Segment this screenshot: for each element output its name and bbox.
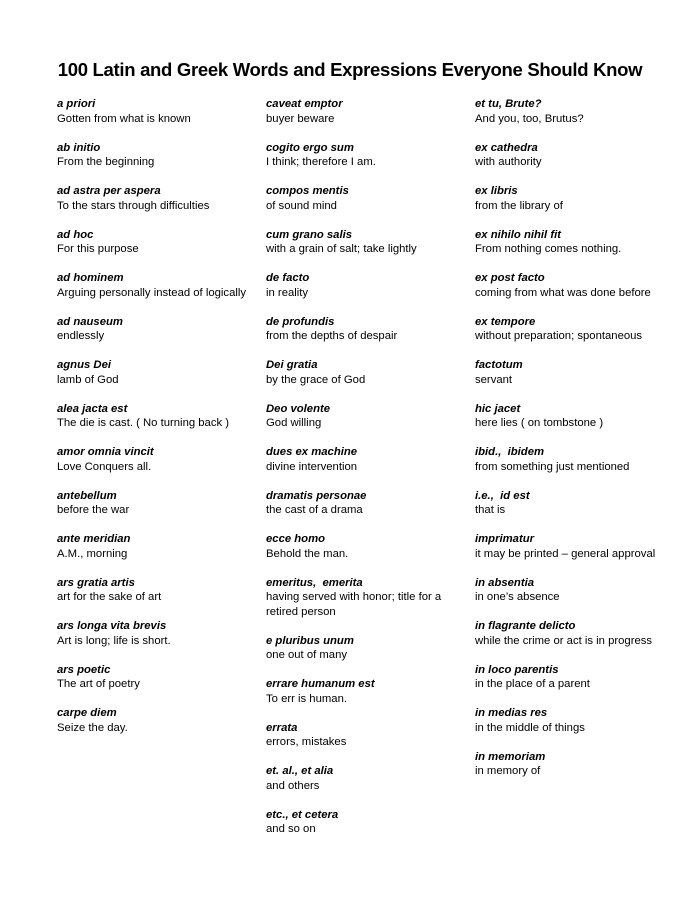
entry-term: errata (266, 721, 298, 734)
entry-term: errare humanum est (266, 678, 375, 690)
entry-meaning: errors, mistakes (266, 736, 347, 748)
glossary-entry (266, 677, 466, 706)
glossary-entry (266, 576, 466, 620)
entry-term: ars gratia artis (57, 576, 135, 589)
entry-term: ex libris (475, 185, 518, 197)
entry-meaning: with authority (475, 156, 542, 168)
glossary-entry (475, 750, 685, 779)
glossary-entry (475, 576, 685, 605)
entry-meaning: buyer beware (266, 112, 335, 125)
entry-meaning: Gotten from what is known (57, 112, 191, 125)
glossary-entry (475, 315, 685, 344)
entry-term: agnus Dei (57, 359, 111, 371)
glossary-entry (266, 97, 466, 126)
entry-term: ante meridian (57, 533, 131, 545)
entry-meaning: and so on (266, 823, 316, 835)
entry-term: cogito ergo sum (266, 141, 354, 154)
glossary-entry (475, 402, 685, 431)
entry-meaning: The die is cast. ( No turning back ) (57, 417, 230, 429)
entry-meaning: having served with honor; title for a retired person (266, 591, 442, 618)
entry-term: ex nihilo nihil fit (475, 228, 561, 241)
entry-meaning: divine intervention (266, 460, 358, 473)
page-title: 100 Latin and Greek Words and Expressions Everyone Should Know (57, 59, 643, 80)
entry-meaning: while the crime or act is in progress (475, 634, 653, 647)
entry-term: de profundis (266, 315, 335, 328)
entry-meaning: Art is long; life is short. (57, 634, 171, 647)
glossary-entry (475, 358, 685, 387)
glossary-entry (57, 184, 257, 213)
entry-meaning: From nothing comes nothing. (475, 243, 622, 255)
entry-term: de facto (266, 272, 310, 284)
glossary-entry (57, 576, 257, 605)
entry-meaning: To the stars through difficulties (57, 199, 210, 212)
entry-term: alea jacta est (57, 402, 128, 415)
entry-term: et tu, Brute? (475, 98, 542, 110)
entry-term: ad astra per aspera (57, 185, 161, 197)
entry-term: compos mentis (266, 185, 349, 197)
entry-meaning: that is (475, 504, 506, 516)
glossary-entry (266, 402, 466, 431)
entry-meaning: From the beginning (57, 156, 155, 168)
entry-meaning: in the middle of things (475, 721, 585, 734)
entry-term: ex post facto (475, 272, 545, 284)
glossary-entry (57, 532, 257, 561)
glossary-entry (475, 271, 685, 300)
glossary-entry (266, 184, 466, 213)
entry-term: in memoriam (475, 750, 546, 763)
entry-term: amor omnia vincit (57, 446, 154, 458)
entry-term: Dei gratia (266, 359, 318, 371)
entry-meaning: To err is human. (266, 692, 347, 705)
glossary-entry (475, 532, 685, 561)
entry-term: etc., et cetera (266, 808, 339, 821)
glossary-entry (266, 532, 466, 561)
entry-term: in absentia (475, 576, 535, 589)
entry-meaning: God willing (266, 417, 322, 429)
glossary-entry (266, 141, 466, 170)
glossary-entry (57, 402, 257, 431)
entry-meaning: with a grain of salt; take lightly (266, 243, 417, 255)
entry-meaning: Arguing personally instead of logically (57, 286, 247, 299)
entry-term: ex tempore (475, 315, 536, 328)
entry-term: a priori (57, 98, 96, 110)
entry-term: carpe diem (57, 707, 117, 719)
entry-term: et. al., et alia (266, 765, 334, 777)
entry-meaning: lamb of God (57, 373, 119, 386)
glossary-entry (57, 315, 257, 344)
glossary-entry (266, 445, 466, 474)
glossary-entry (57, 228, 257, 257)
entry-meaning: before the war (57, 504, 130, 516)
entry-meaning: of sound mind (266, 199, 337, 212)
entry-meaning: art for the sake of art (57, 591, 162, 603)
glossary-entry (266, 489, 466, 518)
glossary-entry (475, 141, 685, 170)
glossary-entry (57, 141, 257, 170)
column-1 (57, 97, 257, 750)
glossary-entry (475, 184, 685, 213)
entry-term: ad hominem (57, 272, 124, 284)
glossary-entry (57, 97, 257, 126)
glossary-entry (475, 445, 685, 474)
entry-term: emeritus, emerita (266, 576, 363, 589)
glossary-entry (266, 808, 466, 837)
glossary-entry (475, 228, 685, 257)
glossary-entry (57, 663, 257, 692)
entry-meaning: here lies ( on tombstone ) (475, 417, 604, 429)
entry-term: in loco parentis (475, 663, 559, 676)
entry-term: ars longa vita brevis (57, 620, 167, 632)
glossary-entry (475, 706, 685, 735)
glossary-entry (266, 721, 466, 750)
glossary-entry (475, 619, 685, 648)
entry-term: ad nauseum (57, 315, 123, 328)
entry-term: e pluribus unum (266, 634, 354, 647)
entry-meaning: from something just mentioned (475, 460, 630, 473)
entry-term: ab initio (57, 141, 101, 154)
entry-term: caveat emptor (266, 98, 343, 110)
entry-meaning: Love Conquers all. (57, 460, 152, 473)
entry-term: ibid., ibidem (475, 446, 545, 458)
glossary-entry (57, 271, 257, 300)
glossary-entry (266, 228, 466, 257)
entry-term: ecce homo (266, 533, 326, 545)
entry-term: dues ex machine (266, 446, 358, 458)
glossary-entry (266, 634, 466, 663)
glossary-entry (266, 315, 466, 344)
entry-term: antebellum (57, 489, 117, 502)
entry-meaning: A.M., morning (57, 547, 128, 560)
glossary-entry (266, 271, 466, 300)
entry-term: hic jacet (475, 402, 521, 415)
entry-meaning: in the place of a parent (475, 678, 590, 690)
entry-meaning: the cast of a drama (266, 504, 363, 516)
entry-term: ad hoc (57, 228, 94, 241)
entry-meaning: For this purpose (57, 243, 139, 255)
entry-meaning: without preparation; spontaneous (475, 330, 643, 342)
entry-meaning: The art of poetry (57, 678, 140, 690)
glossary-entry (57, 489, 257, 518)
entry-term: imprimatur (475, 533, 535, 545)
entry-meaning: and others (266, 779, 320, 792)
entry-term: in flagrante delicto (475, 620, 576, 632)
column-2 (266, 97, 466, 851)
glossary-entry (57, 358, 257, 387)
entry-meaning: Behold the man. (266, 547, 349, 560)
entry-meaning: I think; therefore I am. (266, 156, 376, 168)
entry-meaning: in one’s absence (475, 591, 560, 603)
entry-term: Deo volente (266, 402, 331, 415)
entry-term: i.e., id est (475, 489, 530, 502)
entry-meaning: by the grace of God (266, 373, 366, 386)
entry-meaning: in reality (266, 286, 309, 299)
entry-term: cum grano salis (266, 228, 353, 241)
entry-term: ex cathedra (475, 141, 538, 154)
entry-meaning: Seize the day. (57, 721, 128, 734)
glossary-entry (266, 358, 466, 387)
glossary-entry (266, 764, 466, 793)
entry-meaning: one out of many (266, 649, 348, 661)
entry-meaning: it may be printed – general approval (475, 547, 656, 560)
entry-meaning: endlessly (57, 330, 105, 342)
entry-meaning: from the library of (475, 199, 563, 212)
glossary-entry (57, 706, 257, 735)
entry-term: in medias res (475, 707, 548, 719)
glossary-entry (57, 619, 257, 648)
glossary-entry (57, 445, 257, 474)
entry-term: ars poetic (57, 663, 111, 676)
column-3 (475, 97, 685, 793)
entry-term: factotum (475, 359, 523, 371)
entry-meaning: coming from what was done before (475, 286, 651, 299)
entry-meaning: in memory of (475, 765, 541, 777)
glossary-entry (475, 663, 685, 692)
entry-meaning: servant (475, 373, 513, 386)
entry-meaning: from the depths of despair (266, 330, 398, 342)
glossary-entry (475, 489, 685, 518)
glossary-entry (475, 97, 685, 126)
entry-term: dramatis personae (266, 489, 367, 502)
entry-meaning: And you, too, Brutus? (475, 112, 584, 125)
